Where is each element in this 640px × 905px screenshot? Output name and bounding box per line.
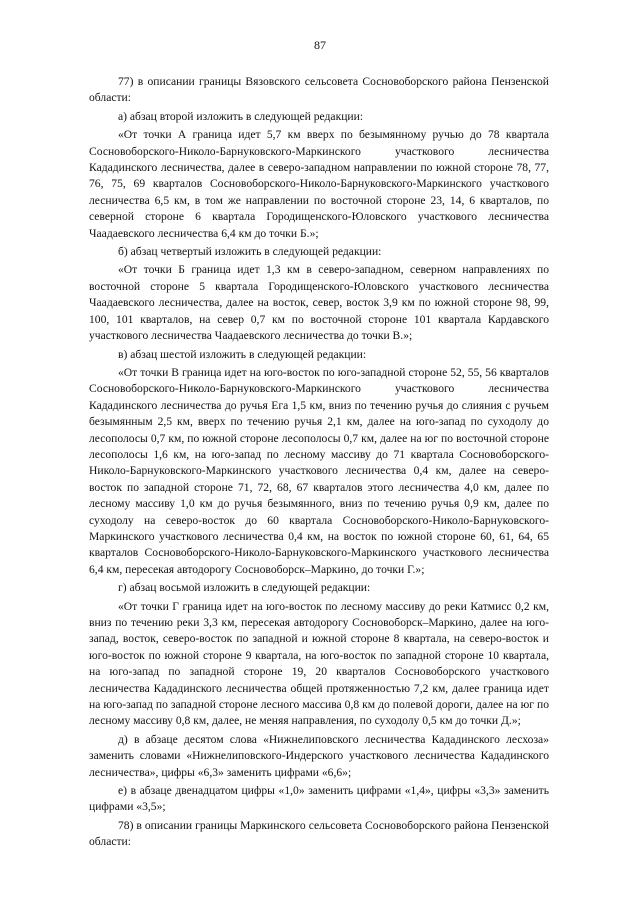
paragraph-item-77: 77) в описании границы Вязовского сельсовета Сосновоборского района Пензенской области: [89, 75, 549, 105]
paragraph-quote-point-b: «От точки Б граница идет 1,3 км в северо-западном, северном направлениях по восточной стороне 5 квартала Городищенского-Юловского участкового лесничества Чаадаевского лесничества, далее на восток, север, восток 3,9 км по южной стороне 98, 99, 100, 101 кварталов, на север 0,7 км по восточной стороне 101 квартала Кардавского участкового лесничества Чаадаевского лесничества до точки В.»; [89, 263, 549, 343]
paragraph-item-78: 78) в описании границы Маркинского сельсовета Сосновоборского района Пензенской области: [89, 818, 549, 849]
paragraph-quote-point-a: «От точки А граница идет 5,7 км вверх по безымянному ручью до 78 квартала Сосновоборского-Николо-Барнуковского-Маркинского участкового лесничества Кададинского лесничества, далее в северо-западном направлении по южной стороне 78, 77, 76, 75, 69 кварталов Сосновоборского-Николо-Барнуковского-Маркинского участкового лесничества 6,5 км, в том же направлении по восточной стороне 23, 14, 6 кварталов, по северной стороне 6 квартала Городищенского-Юловского участкового лесничества Чаадаевского лесничества 6,4 км до точки Б.»; [89, 128, 549, 240]
document-body [89, 74, 549, 851]
paragraph-subitem-b: б) абзац четвертый изложить в следующей редакции: [118, 245, 382, 259]
paragraph-subitem-g: г) абзац восьмой изложить в следующей редакции: [118, 581, 371, 595]
paragraph-quote-point-g: «От точки Г граница идет на юго-восток по лесному массиву до реки Катмисс 0,2 км, вниз по течению реки 3,3 км, пересекая автодорогу Сосновоборск–Маркино, далее на юго-запад, восток, северо-восток по западной и южной стороне 8 квартала, на северо-восток и юго-восток по южной стороне 9 квартала, на юго-восток по западной стороне 10 квартала, на юго-запад по западной стороне 19, 20 кварталов Сосновоборского участкового лесничества Кададинского лесничества общей протяженностью 7,2 км, далее граница идет на юго-запад по западной стороне лесного массива 0,8 км до полевой дороги, далее на юг по лесному массиву 0,8 км, далее, не меняя направления, по суходолу 0,5 км до точки Д.»; [89, 599, 549, 728]
paragraph-subitem-v: в) абзац шестой изложить в следующей редакции: [118, 347, 367, 361]
paragraph-quote-point-v: «От точки В граница идет на юго-восток по юго-западной стороне 52, 55, 56 кварталов Сосновоборского-Николо-Барнуковского-Маркинского участкового лесничества Кададинского лесничества до ручья Ега 1,5 км, вниз по течению ручья до слияния с ручьем безымянным 2,5 км, вверх по течению ручья 2,1 км, далее на юго-запад по суходолу до лесополосы 0,7 км, по южной стороне лесополосы 0,7 км, далее на юг по восточной стороне лесополосы 1,6 км, на юго-запад по лесному массиву до 71 квартала Сосновоборского-Николо-Барнуковского-Маркинского участкового лесничества 0,4 км, далее на северо-восток по западной стороне 71, 72, 68, 67 кварталов этого лесничества 4,0 км, далее по лесному массиву 1,0 км до ручья безымянного, вниз по течению ручья 0,9 км, далее по суходолу на северо-восток до 60 квартала Сосновоборского-Николо-Барнуковского-Маркинского участкового лесничества 0,4 км, на восток по южной стороне 60, 61, 64, 65 кварталов Сосновоборского-Николо-Барнуковского-Маркинского участкового лесничества 6,4 км, пересекая автодорогу Сосновоборск–Маркино, до точки Г.»; [89, 365, 549, 576]
page-number: 87 [314, 38, 326, 52]
paragraph-subitem-d: д) в абзаце десятом слова «Нижнелиповского лесничества Кададинского лесхоза» заменить словами «Нижнелиповского-Индерского участкового лесничества Кададинского лесничества», цифры «6,3» заменить цифрами «6,6»; [89, 732, 549, 779]
paragraph-subitem-e: е) в абзаце двенадцатом цифры «1,0» заменить цифрами «1,4», цифры «3,3» заменить цифрами «3,5»; [89, 784, 549, 814]
paragraph-subitem-a: а) абзац второй изложить в следующей редакции: [118, 109, 364, 123]
